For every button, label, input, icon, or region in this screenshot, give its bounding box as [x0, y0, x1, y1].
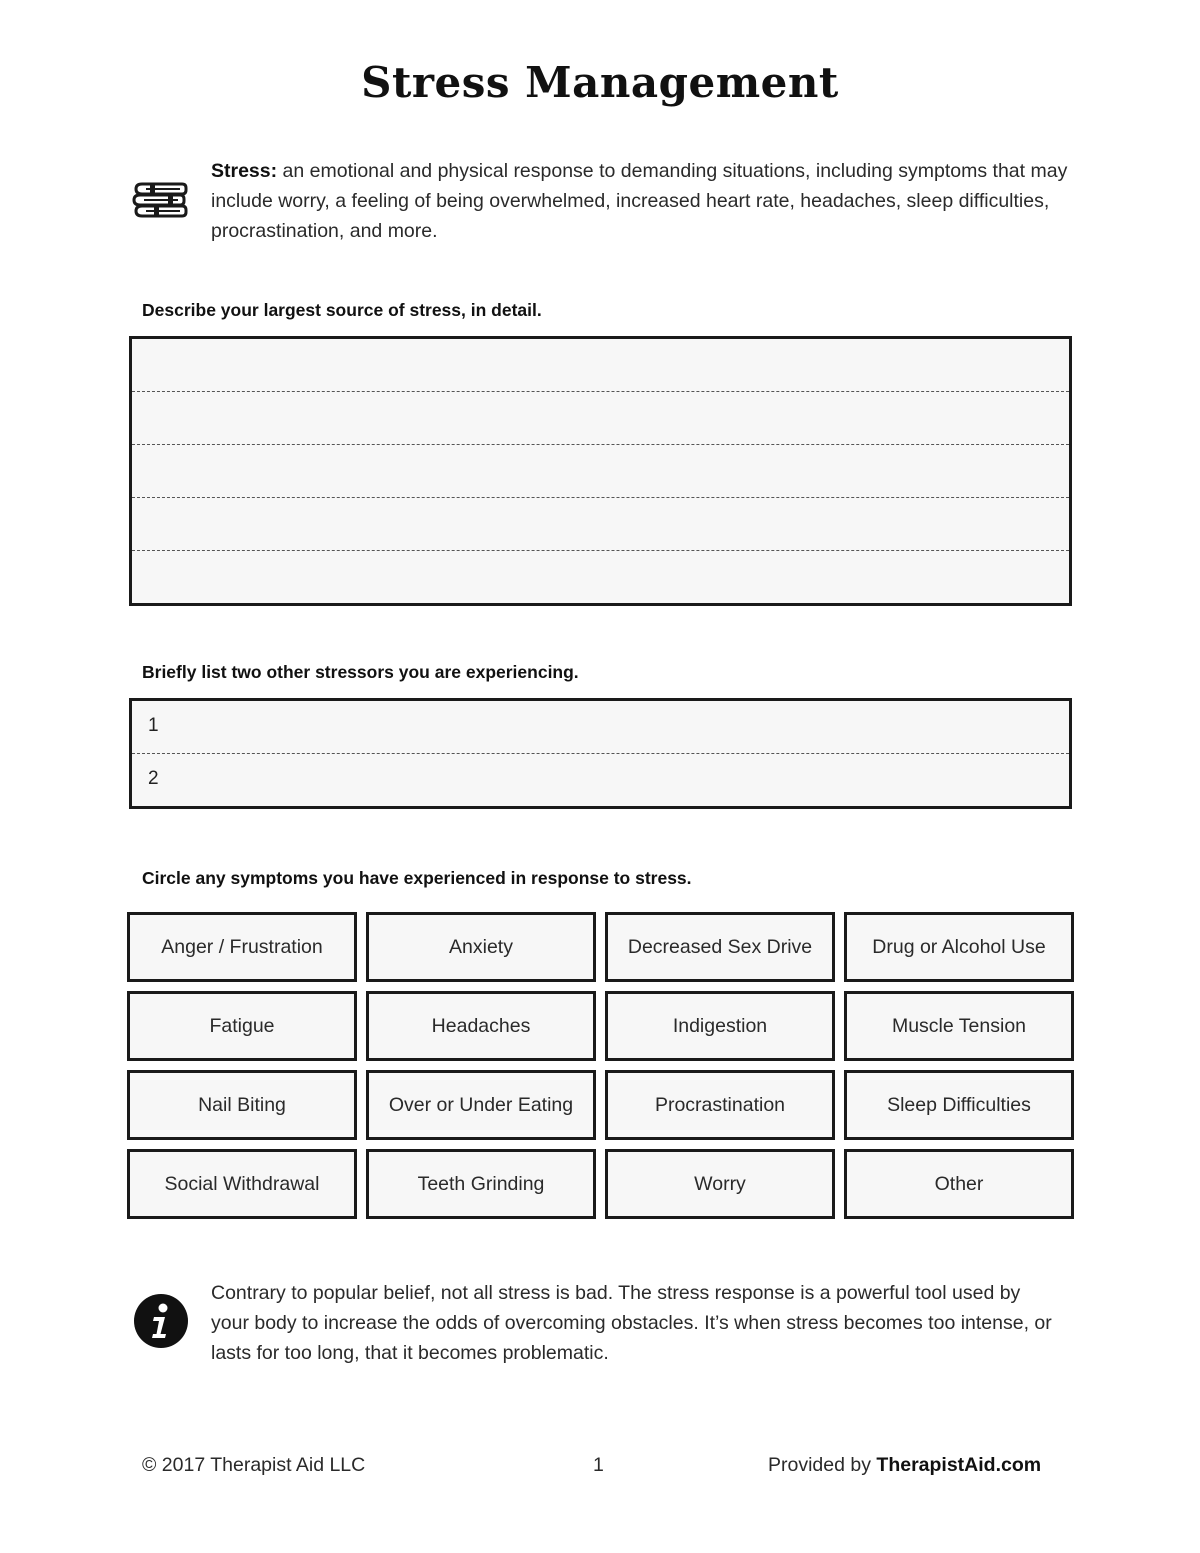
- definition-term: Stress:: [211, 160, 278, 182]
- stress-source-box[interactable]: [129, 336, 1072, 606]
- symptom-cell[interactable]: Over or Under Eating: [366, 1070, 596, 1140]
- writing-line[interactable]: [132, 445, 1069, 498]
- symptom-cell[interactable]: Social Withdrawal: [127, 1149, 357, 1219]
- symptoms-grid: [127, 912, 1074, 1219]
- symptom-cell[interactable]: Procrastination: [605, 1070, 835, 1140]
- symptom-cell[interactable]: Anger / Frustration: [127, 912, 357, 982]
- info-text: Contrary to popular belief, not all stress is bad. The stress response is a powerful tool used by your body to increase the odds of overcoming obstacles. It’s when stress becomes too intense, or lasts for too long, that it becomes problematic.: [211, 1282, 1052, 1364]
- writing-line[interactable]: [132, 339, 1069, 392]
- writing-line[interactable]: [132, 392, 1069, 445]
- info-icon: [133, 1293, 189, 1349]
- symptom-cell[interactable]: Drug or Alcohol Use: [844, 912, 1074, 982]
- stressor-row[interactable]: [132, 701, 1069, 754]
- footer-provided-by: [768, 1454, 1041, 1477]
- symptom-cell[interactable]: Sleep Difficulties: [844, 1070, 1074, 1140]
- stressors-prompt: Briefly list two other stressors you are experiencing.: [142, 662, 579, 682]
- stress-definition: [211, 156, 1081, 246]
- symptom-cell[interactable]: Muscle Tension: [844, 991, 1074, 1061]
- symptom-cell[interactable]: Anxiety: [366, 912, 596, 982]
- symptom-cell[interactable]: Nail Biting: [127, 1070, 357, 1140]
- symptom-cell[interactable]: Decreased Sex Drive: [605, 912, 835, 982]
- provided-prefix: Provided by: [768, 1454, 877, 1476]
- symptom-cell[interactable]: Worry: [605, 1149, 835, 1219]
- stressor-row[interactable]: [132, 754, 1069, 806]
- footer-page-number: 1: [593, 1454, 604, 1476]
- provided-brand-link[interactable]: TherapistAid.com: [876, 1454, 1042, 1476]
- writing-line[interactable]: [132, 498, 1069, 551]
- row-number: 1: [148, 715, 159, 736]
- symptom-cell[interactable]: Headaches: [366, 991, 596, 1061]
- definition-text: an emotional and physical response to demanding situations, including symptoms that may include worry, a feeling of being overwhelmed, increased heart rate, headaches, sleep difficulties, procrastination, and more.: [211, 160, 1068, 242]
- page-title: Stress Management: [361, 58, 839, 107]
- row-number: 2: [148, 768, 159, 789]
- source-prompt: Describe your largest source of stress, in detail.: [142, 300, 542, 320]
- stressors-box[interactable]: [129, 698, 1072, 809]
- symptom-cell[interactable]: Fatigue: [127, 991, 357, 1061]
- books-icon: [132, 178, 190, 226]
- symptom-cell[interactable]: Indigestion: [605, 991, 835, 1061]
- footer-copyright: © 2017 Therapist Aid LLC: [142, 1454, 366, 1476]
- writing-line[interactable]: [132, 551, 1069, 603]
- symptom-cell[interactable]: Teeth Grinding: [366, 1149, 596, 1219]
- symptom-cell[interactable]: Other: [844, 1149, 1074, 1219]
- symptoms-prompt: Circle any symptoms you have experienced in response to stress.: [142, 868, 692, 888]
